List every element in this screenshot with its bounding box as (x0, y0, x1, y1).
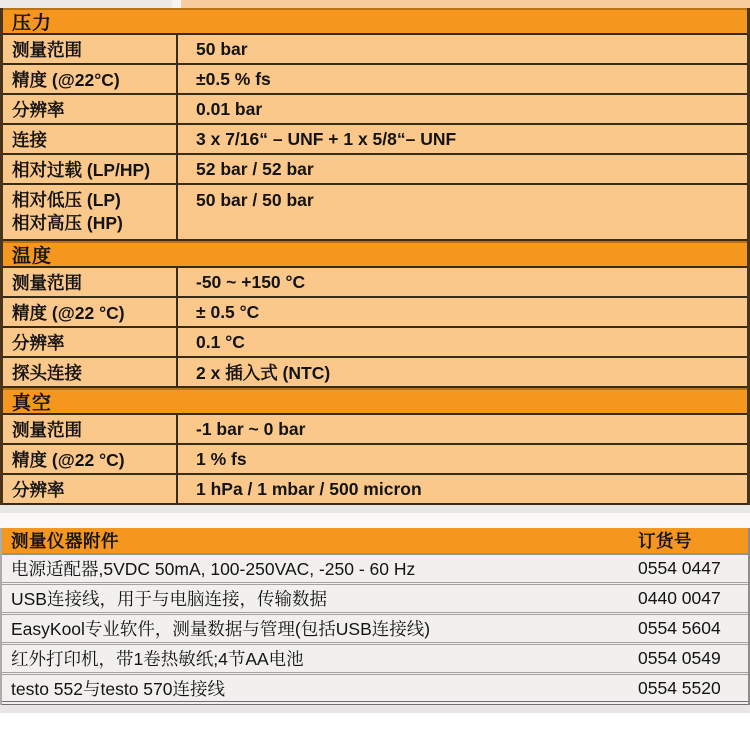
spec-label-text: 测量范围 (12, 419, 82, 440)
spec-value-text: -1 bar ~ 0 bar (196, 418, 306, 439)
accessory-order-number: 0440 0047 (638, 588, 721, 608)
accessory-row (2, 555, 748, 585)
spec-value (178, 268, 747, 296)
spec-value-text: 1 % fs (196, 448, 247, 469)
spec-value (178, 185, 747, 239)
top-strip-orange-segment (181, 0, 750, 8)
spec-label-text: 精度 (@22 °C) (12, 449, 125, 470)
spec-label (3, 415, 178, 443)
spec-value (178, 328, 747, 356)
spec-row (3, 65, 747, 95)
spec-label-text: 分辨率 (12, 99, 65, 120)
spec-label-text: 相对低压 (LP) (12, 190, 121, 210)
spec-value-text: 50 bar / 50 bar (196, 190, 314, 210)
spec-row (3, 95, 747, 125)
spec-value-text: 52 bar / 52 bar (196, 158, 314, 179)
spec-label-text: 分辨率 (12, 479, 65, 500)
accessory-row (2, 585, 748, 615)
spec-value-text: ±0.5 % fs (196, 68, 271, 89)
spec-label-text: 测量范围 (12, 272, 82, 293)
accessory-row (2, 675, 748, 705)
spec-value-text: 0.1 °C (196, 331, 245, 352)
spec-label-text: 分辨率 (12, 332, 65, 353)
spec-label (3, 475, 178, 503)
spec-label-text: 相对高压 (HP) (12, 213, 123, 233)
spec-row (3, 415, 747, 445)
spec-label (3, 298, 178, 326)
spec-row (3, 35, 747, 65)
top-strip-gap (172, 0, 181, 8)
accessories-table (0, 528, 750, 705)
spec-value (178, 65, 747, 93)
spec-label-text: 精度 (@22 °C) (12, 302, 125, 323)
spec-value (178, 35, 747, 63)
spec-row (3, 475, 747, 505)
spec-label (3, 268, 178, 296)
accessory-name: USB连接线，用于与电脑连接，传输数据 (11, 589, 327, 609)
spec-label-text: 测量范围 (12, 39, 82, 60)
spec-value (178, 445, 747, 473)
accessory-name: testo 552与testo 570连接线 (11, 678, 225, 699)
section-header-vacuum (3, 388, 747, 415)
spec-label-text: 精度 (@22°C) (12, 69, 120, 90)
spec-label-text: 探头连接 (12, 362, 82, 383)
spec-value (178, 415, 747, 443)
spec-table (0, 8, 750, 505)
spec-row (3, 185, 747, 241)
accessory-order-number: 0554 0549 (638, 648, 721, 668)
spec-row (3, 268, 747, 298)
spec-row (3, 125, 747, 155)
section-header-temperature (3, 241, 747, 268)
section-title: 压力 (12, 13, 53, 34)
accessory-row (2, 645, 748, 675)
spec-value (178, 475, 747, 503)
top-strip-gray-segment (0, 0, 172, 8)
order-number-column-header: 订货号 (638, 531, 692, 551)
spec-value (178, 95, 747, 123)
accessory-order-number: 0554 5520 (638, 677, 721, 698)
spec-value-text: 1 hPa / 1 mbar / 500 micron (196, 478, 422, 499)
spec-value (178, 125, 747, 153)
spec-label (3, 35, 178, 63)
spec-value-text: 2 x 插入式 (NTC) (196, 362, 331, 383)
spec-row (3, 155, 747, 185)
top-edge-strip (0, 0, 750, 8)
bottom-edge-strip (0, 705, 750, 713)
accessory-name: EasyKool专业软件，测量数据与管理(包括USB连接线) (11, 619, 431, 639)
accessory-name: 红外打印机，带1卷热敏纸;4节AA电池 (11, 649, 304, 669)
table-gap-strip (0, 505, 750, 513)
accessory-row (2, 615, 748, 645)
spec-value (178, 358, 747, 386)
accessory-name: 电源适配器,5VDC 50mA, 100-250VAC, -250 - 60 Hz (11, 559, 416, 579)
accessory-order-number: 0554 0447 (638, 558, 721, 578)
accessories-title: 测量仪器附件 (11, 531, 119, 551)
section-header-pressure (3, 8, 747, 35)
table-gap-white (0, 513, 750, 528)
spec-label (3, 185, 178, 239)
spec-label (3, 65, 178, 93)
spec-value-text: 50 bar (196, 38, 248, 59)
spec-label-text: 连接 (12, 129, 47, 150)
spec-label-text: 相对过载 (LP/HP) (12, 159, 151, 180)
spec-label (3, 155, 178, 183)
spec-value (178, 298, 747, 326)
spec-value-text: -50 ~ +150 °C (196, 271, 306, 292)
spec-label (3, 125, 178, 153)
spec-label (3, 445, 178, 473)
spec-value-text: ± 0.5 °C (196, 301, 260, 322)
accessories-header (2, 528, 748, 555)
spec-value-text: 0.01 bar (196, 98, 263, 119)
spec-label (3, 95, 178, 123)
spec-row (3, 445, 747, 475)
spec-label (3, 358, 178, 386)
section-title: 温度 (12, 246, 53, 267)
spec-value-text: 3 x 7/16“ – UNF + 1 x 5/8“– UNF (196, 128, 457, 149)
section-title: 真空 (12, 393, 53, 414)
spec-label (3, 328, 178, 356)
spec-row (3, 358, 747, 388)
accessory-order-number: 0554 5604 (638, 618, 721, 638)
spec-value (178, 155, 747, 183)
spec-row (3, 328, 747, 358)
spec-row (3, 298, 747, 328)
